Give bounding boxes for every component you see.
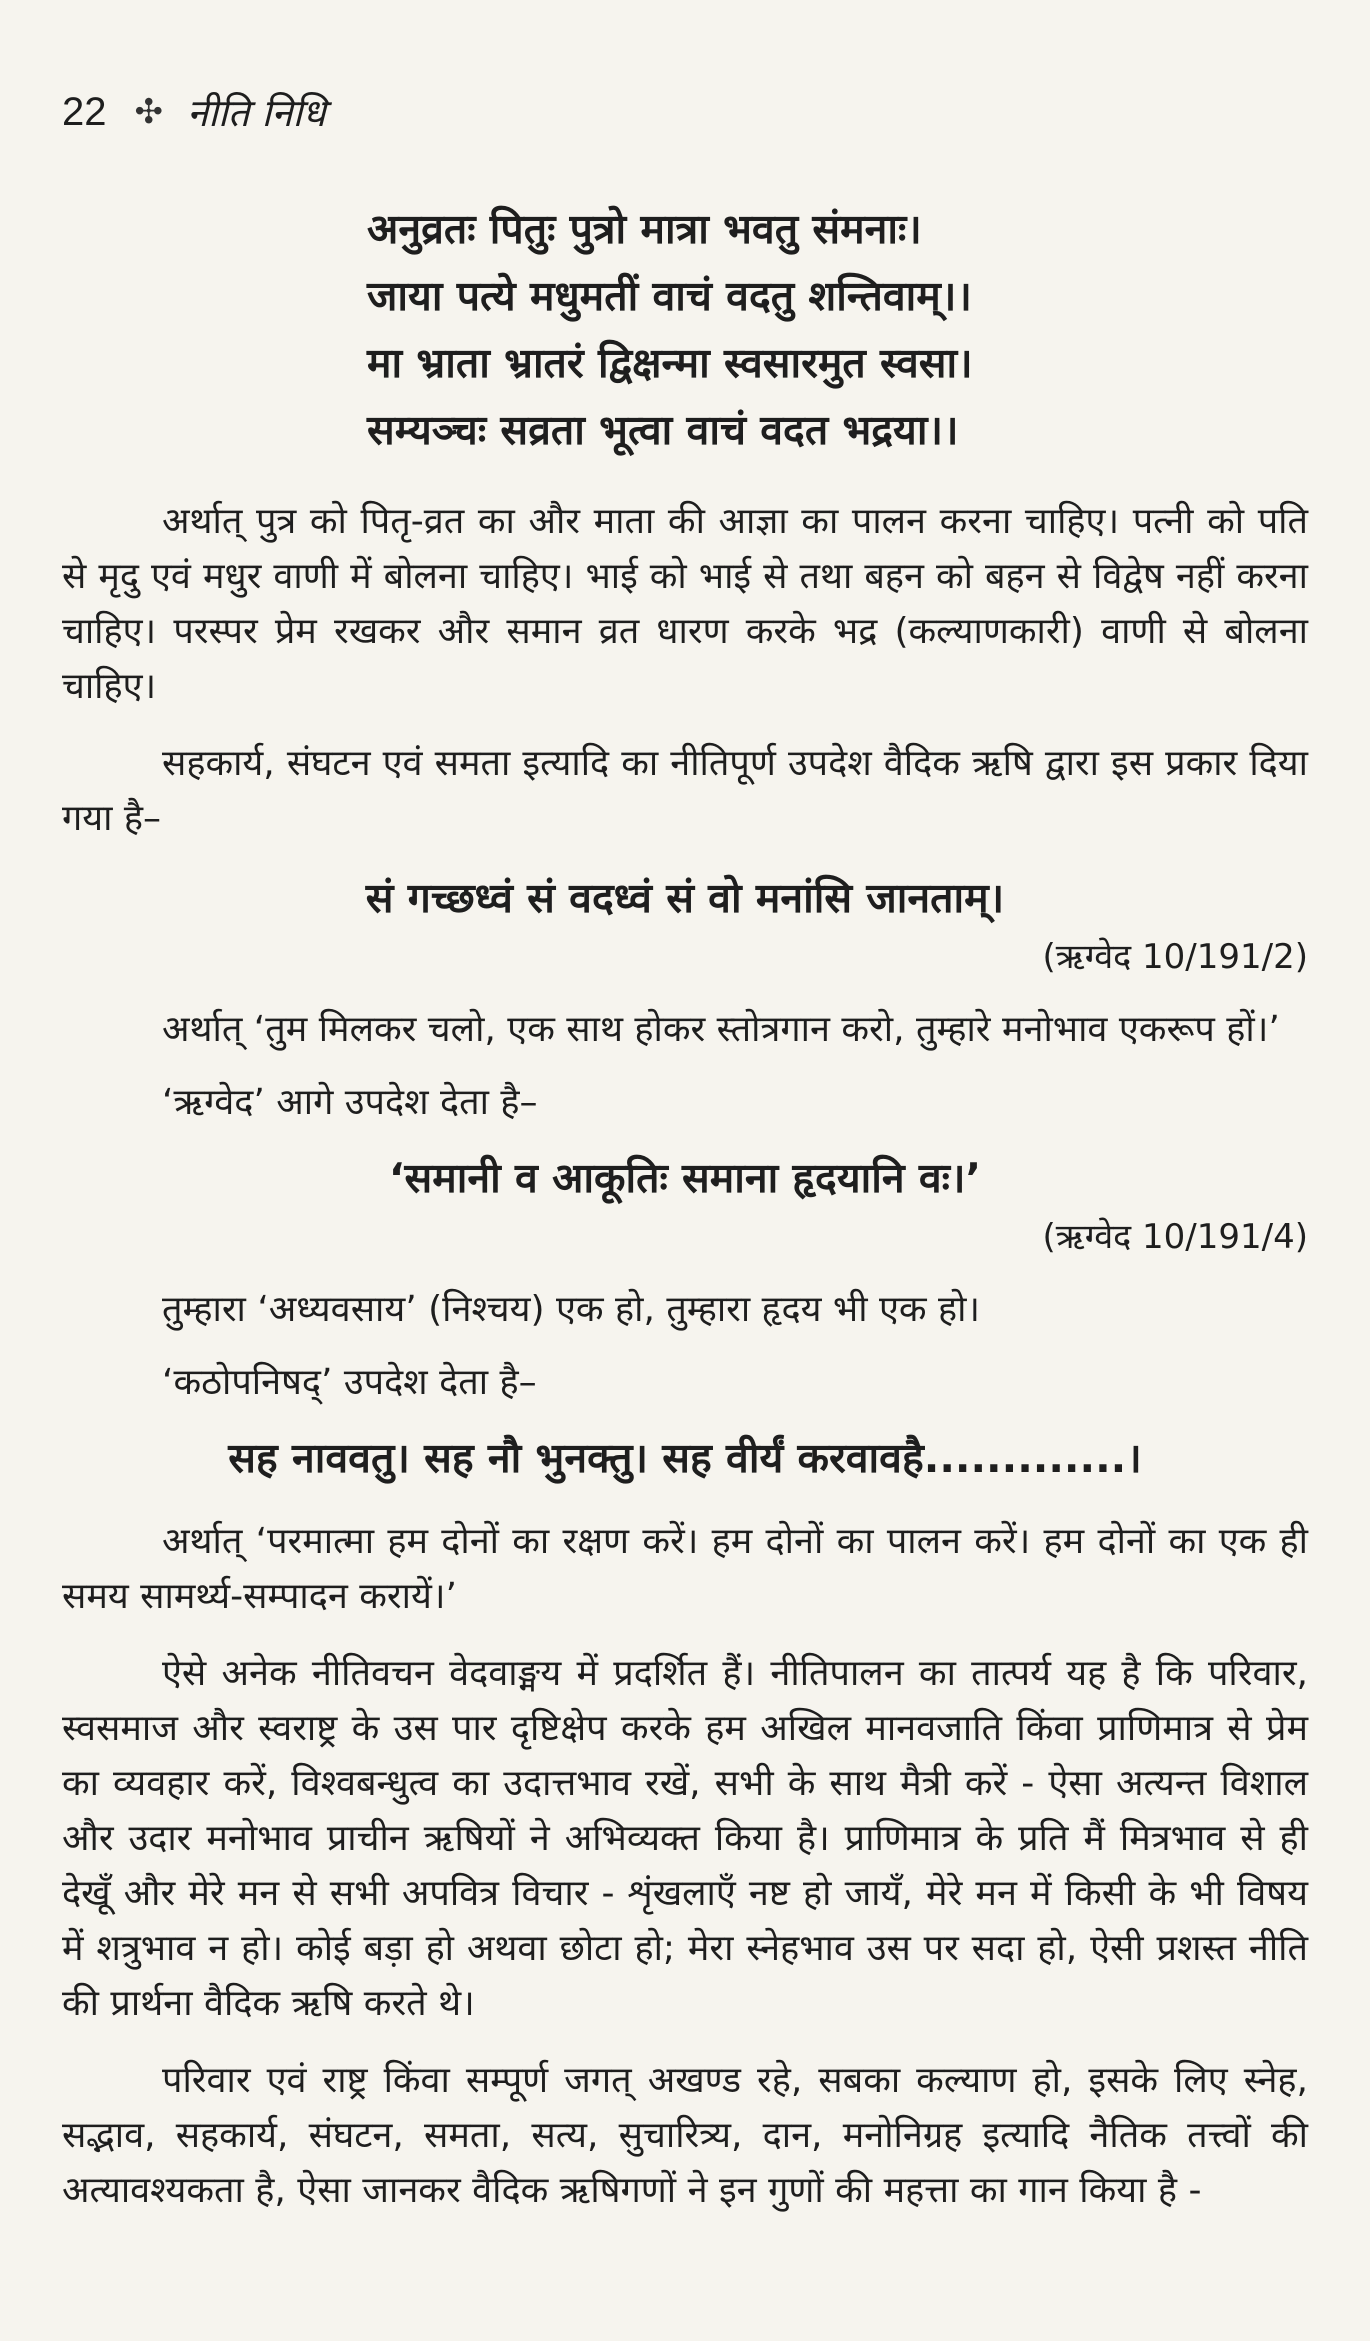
page-number: 22 — [62, 89, 107, 134]
reference-rigveda-2: (ऋग्वेद 10/191/4) — [1042, 1217, 1308, 1257]
rigveda-intro-line: ‘ऋग्वेद’ आगे उपदेश देता है– — [162, 1082, 538, 1123]
meaning-line-2: तुम्हारा ‘अध्यवसाय’ (निश्चय) एक हो, तुम्हारा हृदय भी एक हो। — [162, 1289, 981, 1330]
running-title: नीति निधि — [187, 91, 326, 135]
paragraph-meaning-1: अर्थात् पुत्र को पितृ-व्रत का और माता की आज्ञा का पालन करना चाहिए। पत्नी को पति से मृदु एवं मधुर वाणी में बोलना चाहिए। भाई को भाई से तथा बहन को बहन से विद्वेष नहीं करना चाहिए। परस्पर प्रेम रखकर और समान व्रत धारण करके भद्र (कल्याणकारी) वाणी से बोलना चाहिए। — [62, 501, 1308, 707]
paragraph-niti: ऐसे अनेक नीतिवचन वेदवाङ्मय में प्रदर्शित हैं। नीतिपालन का तात्पर्य यह है कि परिवार, स्वसमाज और स्वराष्ट्र के उस पार दृष्टिक्षेप करके हम अखिल मानवजाति किंवा प्राणिमात्र से प्रेम का व्यवहार करें, विश्वबन्धुत्व का उदात्तभाव रखें, सभी के साथ मैत्री करें - ऐसा अत्यन्त विशाल और उदार मनोभाव प्राचीन ऋषियों ने अभिव्यक्त किया है। प्राणिमात्र के प्रति मैं मित्रभाव से ही देखूँ और मेरे मन से सभी अपवित्र विचार - शृंखलाएँ नष्ट हो जायँ, मेरे मन में किसी के भी विषय में शत्रुभाव न हो। कोई बड़ा हो अथवा छोटा हो; मेरा स्नेहभाव उस पर सदा हो, ऐसी प्रशस्त नीति की प्रार्थना वैदिक ऋषि करते थे। — [62, 1653, 1308, 2024]
quote-rigveda-1: सं गच्छध्वं सं वदध्वं सं वो मनांसि जानताम्। — [365, 874, 1005, 922]
paragraph-intro: सहकार्य, संघटन एवं समता इत्यादि का नीतिपूर्ण उपदेश वैदिक ऋषि द्वारा इस प्रकार दिया गया है– — [62, 743, 1308, 839]
kathopanishad-intro-line: ‘कठोपनिषद्’ उपदेश देता है– — [162, 1362, 537, 1403]
meaning-line-1: अर्थात् ‘तुम मिलकर चलो, एक साथ होकर स्तोत्रगान करो, तुम्हारे मनोभाव एकरूप हों।’ — [162, 1009, 1280, 1050]
quote-kathopanishad: सह नाववतु। सह नौ भुनक्तु। सह वीर्यं करवावहै.............। — [228, 1434, 1142, 1482]
ornament-icon: ✣ — [134, 92, 163, 132]
verse-line: सम्यञ्चः सव्रता भूत्वा वाचं वदत भद्रया।। — [367, 406, 959, 454]
paragraph-family-nation: परिवार एवं राष्ट्र किंवा सम्पूर्ण जगत् अखण्ड रहे, सबका कल्याण हो, इसके लिए स्नेह, सद्भाव, सहकार्य, संघटन, समता, सत्य, सुचारित्र्य, दान, मनोनिग्रह इत्यादि नैतिक तत्त्वों की अत्यावश्यकता है, ऐसा जानकर वैदिक ऋषिगणों ने इन गुणों की महत्ता का गान किया है - — [62, 2060, 1308, 2211]
quote-rigveda-2: ‘समानी व आकूतिः समाना हृदयानि वः।’ — [388, 1154, 982, 1202]
paragraph-meaning-3: अर्थात् ‘परमात्मा हम दोनों का रक्षण करें। हम दोनों का पालन करें। हम दोनों का एक ही समय सामर्थ्य-सम्पादन करायें।’ — [62, 1521, 1308, 1617]
verse-line: अनुव्रतः पितुः पुत्रो मात्रा भवतु संमनाः। — [367, 205, 922, 253]
verse-line: जाया पत्ये मधुमतीं वाचं वदतु शन्तिवाम्।। — [367, 272, 972, 320]
verse-line: मा भ्राता भ्रातरं द्विक्षन्मा स्वसारमुत स्वसा। — [367, 339, 973, 387]
sanskrit-verse — [367, 196, 1308, 464]
reference-rigveda-1: (ऋग्वेद 10/191/2) — [1042, 937, 1308, 977]
page-header — [62, 72, 1308, 152]
